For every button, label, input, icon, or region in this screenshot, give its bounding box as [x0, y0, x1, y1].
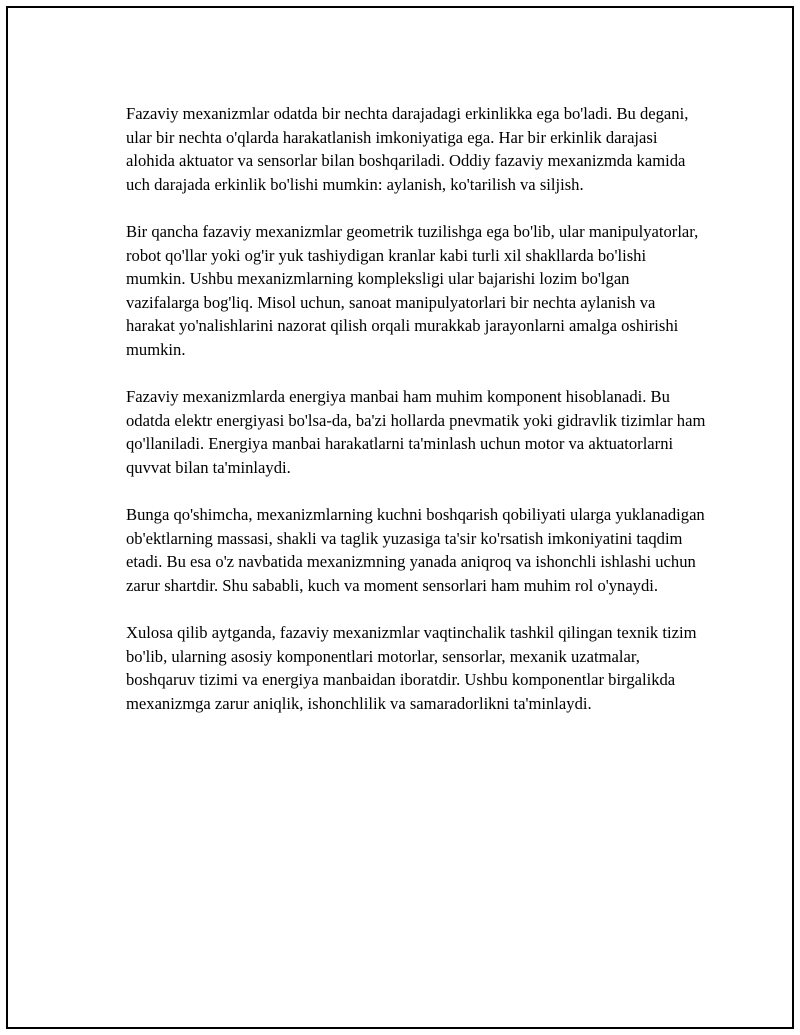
paragraph-2: Bir qancha fazaviy mexanizmlar geometrik tuzilishga ega bo'lib, ular manipulyatorlar, robot qo'llar yoki og'ir yuk tashiydigan kranlar kabi turli xil shakllarda bo'lishi mumkin. Ushbu mexanizmlarning kompleksligi ular bajarishi lozim bo'lgan vazifalarga bog'liq. Misol uchun, sanoat manipulyatorlari bir nechta aylanish va harakat yo'nalishlarini nazorat qilish orqali murakkab jarayonlarni amalga oshirishi mumkin.: [126, 221, 699, 359]
document-body: [126, 102, 706, 739]
paragraph-1: Fazaviy mexanizmlar odatda bir nechta darajadagi erkinlikka ega bo'ladi. Bu degani, ular bir nechta o'qlarda harakatlanish imkoniyatiga ega. Har bir erkinlik darajasi alohida aktuator va sensorlar bilan boshqariladi. Oddiy fazaviy mexanizmda kamida uch darajada erkinlik bo'lishi mumkin: aylanish, ko'tarilish va siljish.: [126, 104, 689, 194]
paragraph-5: Xulosa qilib aytganda, fazaviy mexanizmlar vaqtinchalik tashkil qilingan texnik tizim bo'lib, ularning asosiy komponentlari motorlar, sensorlar, mexanik uzatmalar, boshqaruv tizimi va energiya manbaidan iboratdir. Ushbu komponentlar birgalikda mexanizmga zarur aniqlik, ishonchlilik va samaradorlikni ta'minlaydi.: [126, 623, 697, 713]
paragraph-3: Fazaviy mexanizmlarda energiya manbai ham muhim komponent hisoblanadi. Bu odatda elektr energiyasi bo'lsa-da, ba'zi hollarda pnevmatik yoki gidravlik tizimlar ham qo'llaniladi. Energiya manbai harakatlarni ta'minlash uchun motor va aktuatorlarni quvvat bilan ta'minlaydi.: [126, 387, 706, 477]
page-frame: [6, 6, 794, 1029]
paragraph-4: Bunga qo'shimcha, mexanizmlarning kuchni boshqarish qobiliyati ularga yuklanadigan ob'ektlarning massasi, shakli va taglik yuzasiga ta'sir ko'rsatish imkoniyatini taqdim etadi. Bu esa o'z navbatida mexanizmning yanada aniqroq va ishonchli ishlashi uchun zarur shartdir. Shu sababli, kuch va moment sensorlari ham muhim rol o'ynaydi.: [126, 505, 705, 595]
